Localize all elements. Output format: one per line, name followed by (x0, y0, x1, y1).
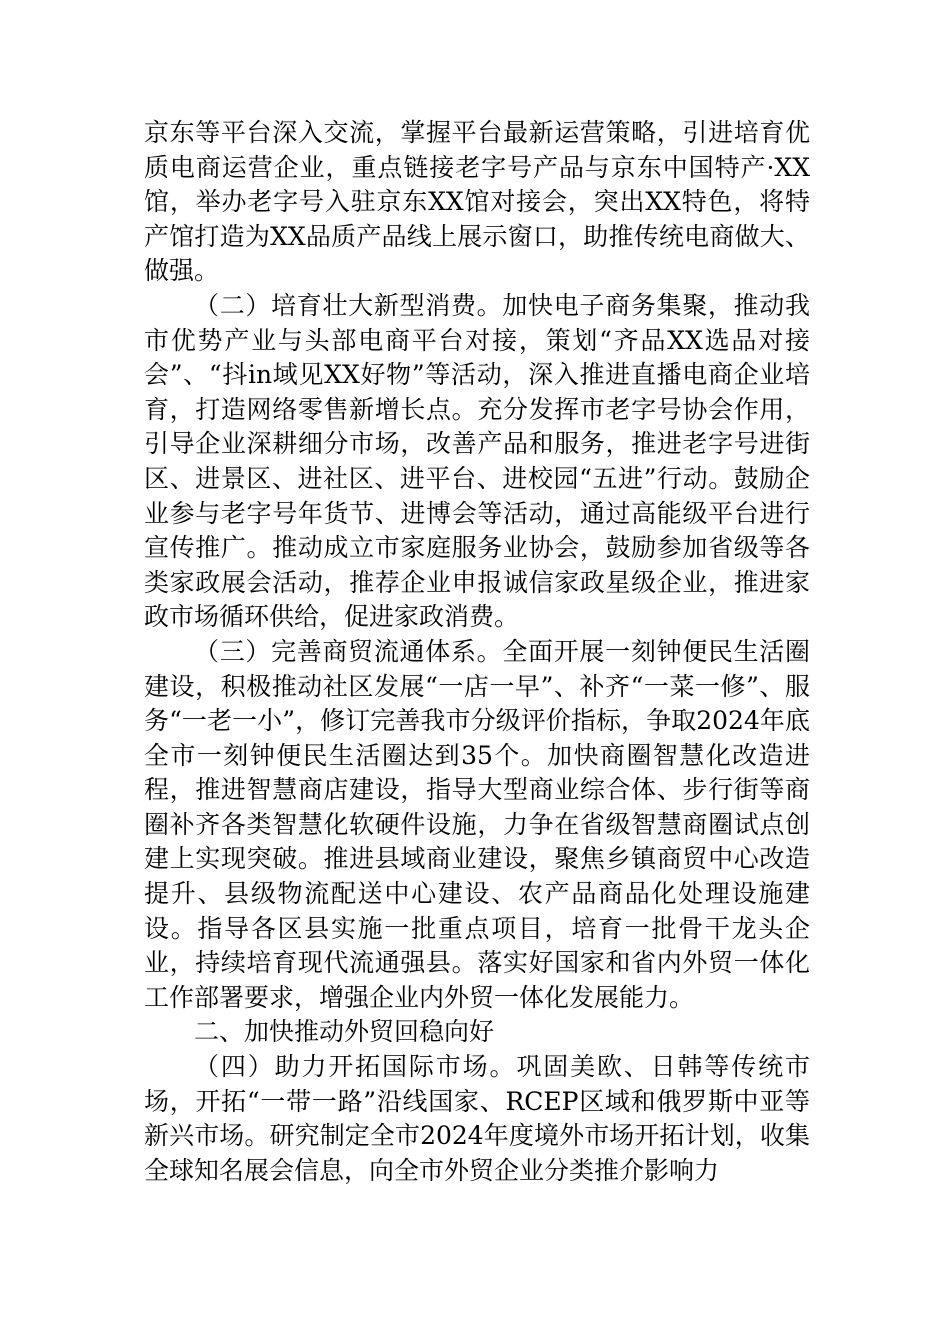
paragraph-international-market: （四）助力开拓国际市场。巩固美欧、日韩等传统市场，开拓“一带一路”沿线国家、RCEP区域和俄罗斯中亚等新兴市场。研究制定全市2024年度境外市场开拓计划，收集全球知名展会信息，向全市外贸企业分类推介影响力 (144, 1052, 810, 1185)
paragraph-commerce-circulation: （三）完善商贸流通体系。全面开展一刻钟便民生活圈建设，积极推动社区发展“一店一早”、补齐“一菜一修”、服务“一老一小”，修订完善我市分级评价指标，争取2024年底全市一刻钟便民生活圈达到35个。加快商圈智慧化改造进程，推进智慧商店建设，指导大型商业综合体、步行街等商圈补齐各类智慧化软硬件设施，力争在省级智慧商圈试点创建上实现突破。推进县域商业建设，聚焦乡镇商贸中心改造提升、县级物流配送中心建设、农产品商品化处理设施建设。指导各区县实施一批重点项目，培育一批骨干龙头企业，持续培育现代流通强县。落实好国家和省内外贸一体化工作部署要求，增强企业内外贸一体化发展能力。 (144, 636, 810, 1012)
paragraph-new-consumption: （二）培育壮大新型消费。加快电子商务集聚，推动我市优势产业与头部电商平台对接，策划“齐品XX选品对接会”、“抖in域见XX好物”等活动，深入推进直播电商企业培育，打造网络零售新增长点。充分发挥市老字号协会作用，引导企业深耕细分市场，改善产品和服务，推进老字号进街区、进景区、进社区、进平台、进校园“五进”行动。鼓励企业参与老字号年货节、进博会等活动，通过高能级平台进行宣传推广。推动成立市家庭服务业协会，鼓励参加省级等各类家政展会活动，推荐企业申报诚信家政星级企业，推进家政市场循环供给，促进家政消费。 (144, 290, 810, 632)
paragraph-continuation: 京东等平台深入交流，掌握平台最新运营策略，引进培育优质电商运营企业，重点链接老字号产品与京东中国特产·XX馆，举办老字号入驻京东XX馆对接会，突出XX特色，将特产馆打造为XX品质产品线上展示窗口，助推传统电商做大、做强。 (144, 118, 810, 286)
section-heading-foreign-trade: 二、加快推动外贸回稳向好 (194, 1017, 495, 1047)
document-body (144, 116, 810, 1188)
